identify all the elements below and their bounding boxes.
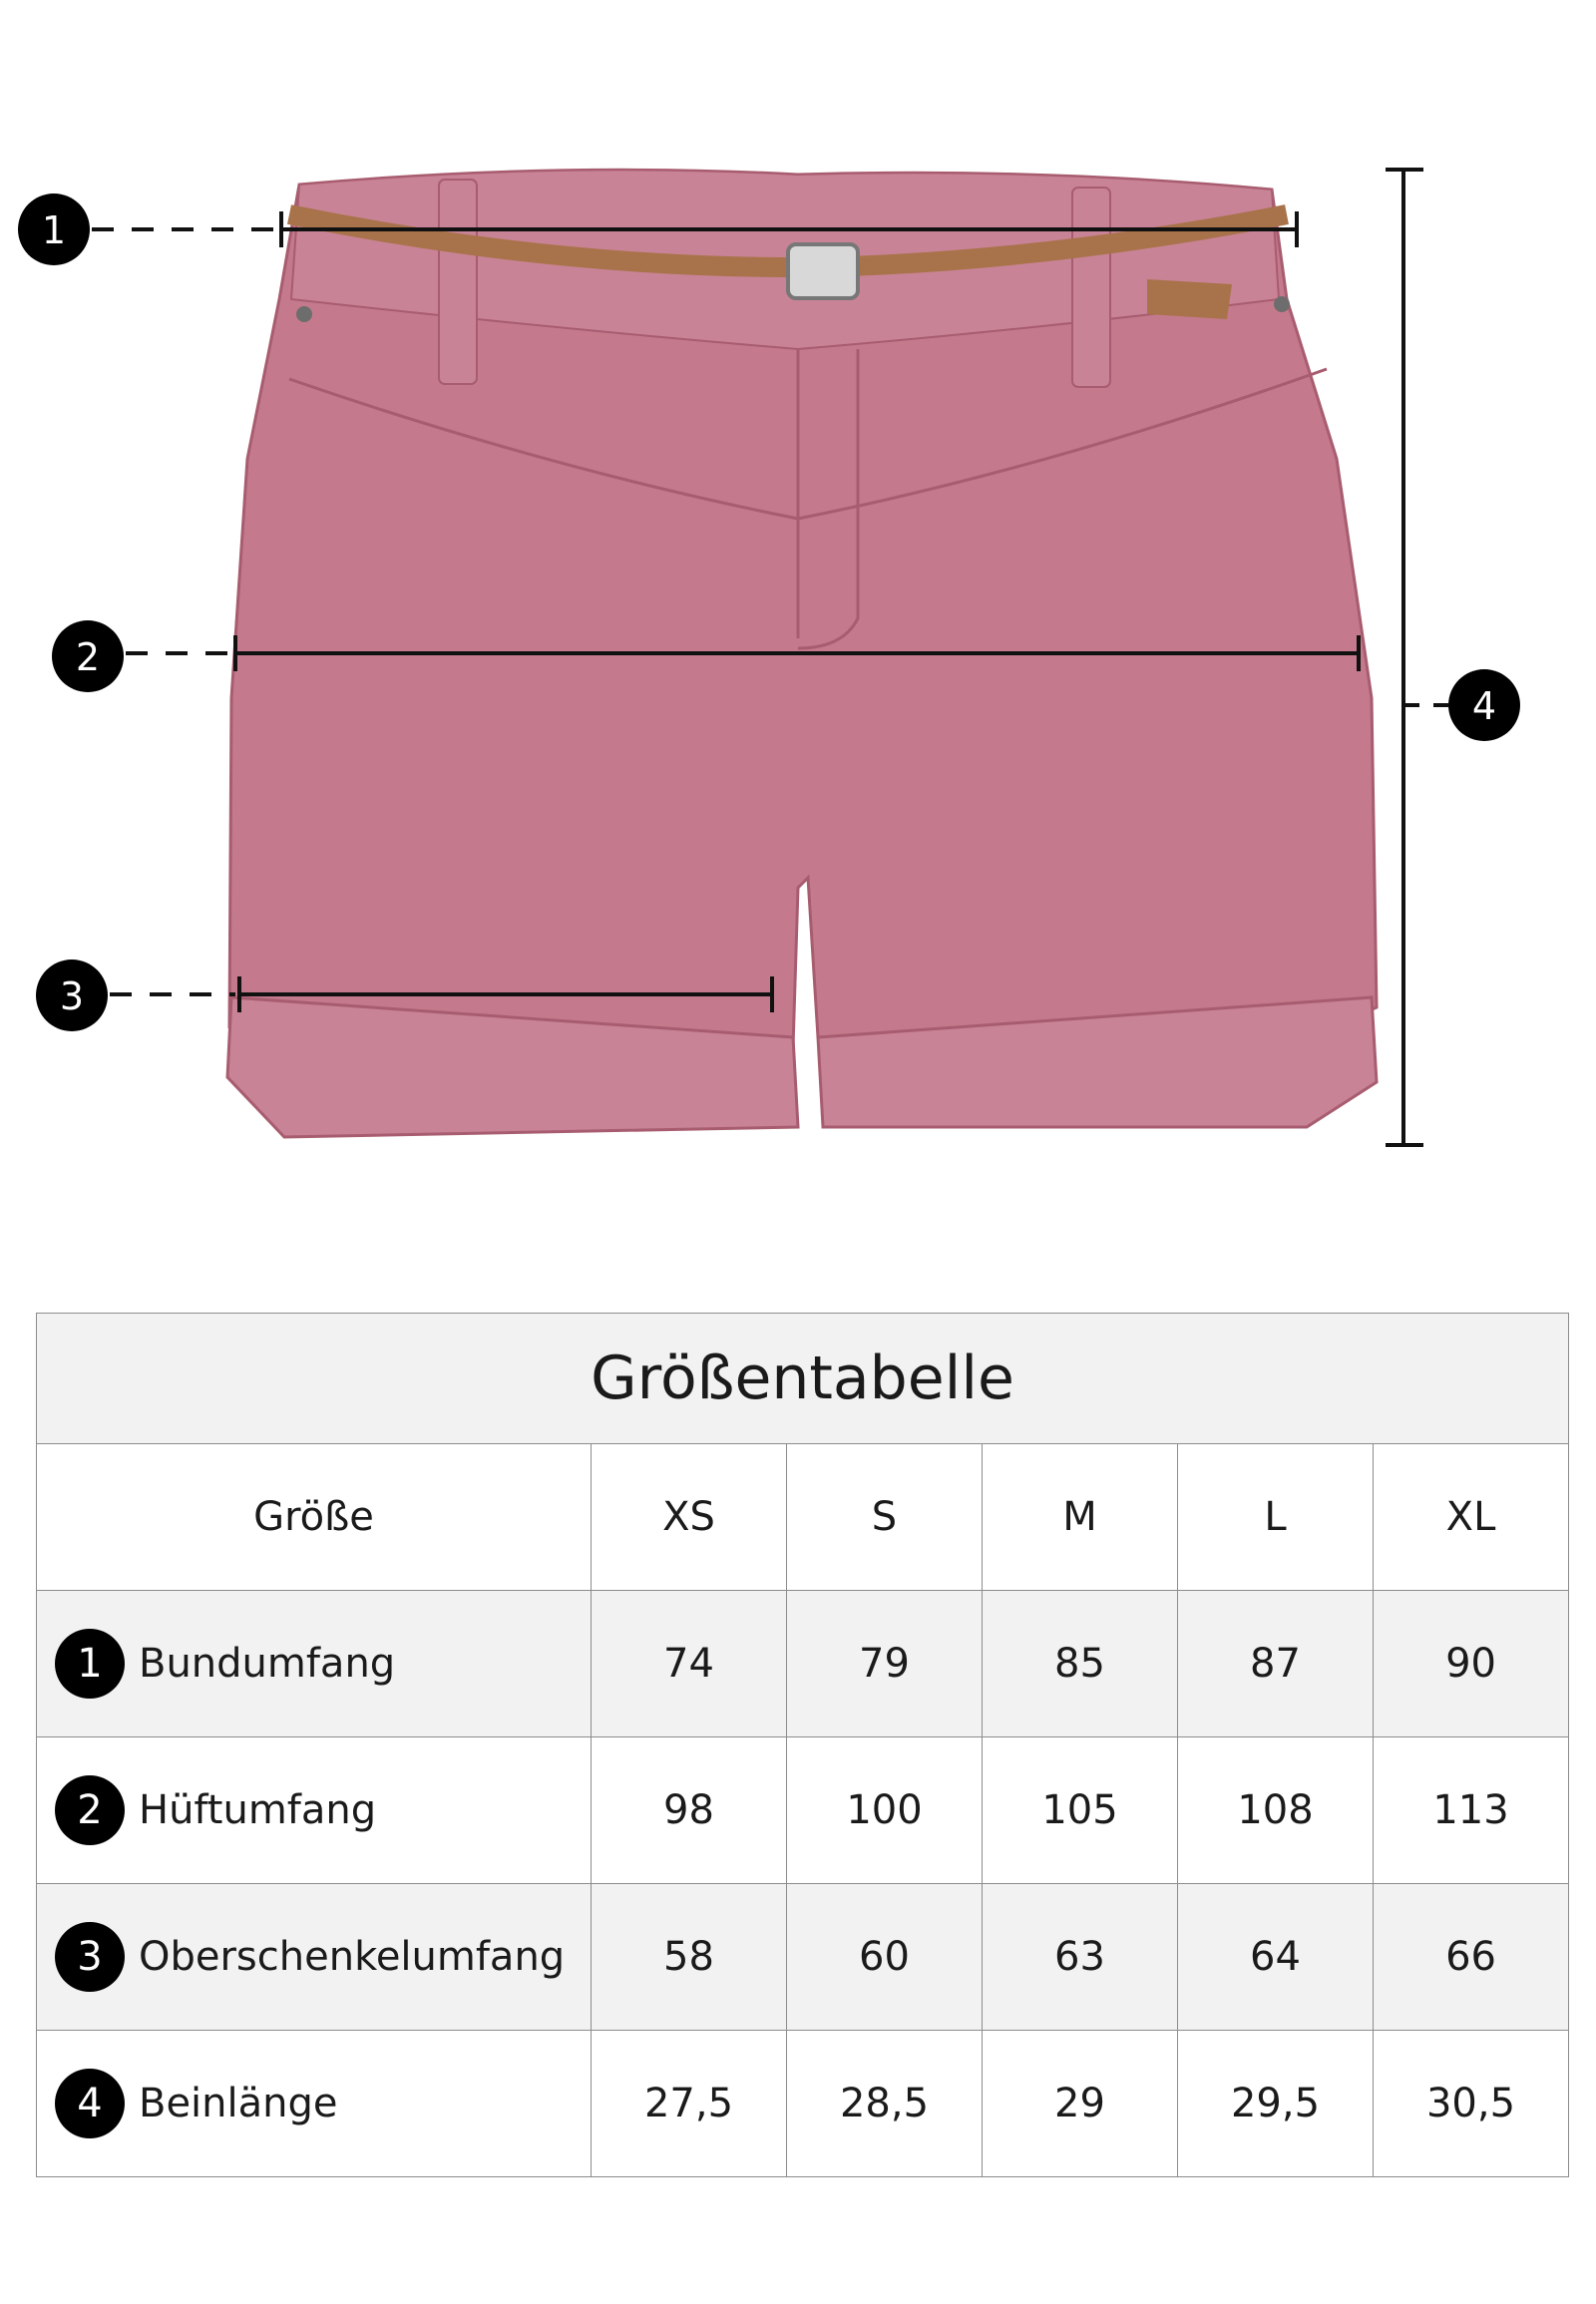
size-header-m: M: [983, 1444, 1178, 1591]
rivet: [296, 306, 312, 322]
rivet: [1274, 296, 1290, 312]
table-cell: 63: [983, 1884, 1178, 2031]
size-header-row: [37, 1444, 1569, 1591]
row-label-cell: [37, 2031, 592, 2177]
row-number-badge: 4: [55, 2069, 125, 2138]
table-cell: 28,5: [787, 2031, 983, 2177]
table-cell: 108: [1178, 1737, 1374, 1884]
size-table-title: Größentabelle: [37, 1314, 1569, 1444]
row-label-cell: [37, 1884, 592, 2031]
table-cell: 30,5: [1374, 2031, 1569, 2177]
table-row-beinlaenge: [37, 2031, 1569, 2177]
row-label: Bundumfang: [139, 1641, 396, 1687]
size-header-xs: XS: [592, 1444, 787, 1591]
size-table: [36, 1313, 1569, 2177]
table-cell: 87: [1178, 1591, 1374, 1737]
table-cell: 74: [592, 1591, 787, 1737]
row-label: Oberschenkelumfang: [139, 1934, 566, 1980]
table-cell: 98: [592, 1737, 787, 1884]
size-header-s: S: [787, 1444, 983, 1591]
table-cell: 29,5: [1178, 2031, 1374, 2177]
belt-loop: [439, 180, 477, 384]
table-row-oberschenkelumfang: [37, 1884, 1569, 2031]
belt-tip: [1147, 279, 1232, 319]
row-label: Hüftumfang: [139, 1787, 377, 1833]
table-cell: 58: [592, 1884, 787, 2031]
table-cell: 60: [787, 1884, 983, 2031]
row-number-badge: 1: [55, 1629, 125, 1699]
marker-1-label: 1: [41, 208, 67, 252]
belt-buckle: [788, 244, 858, 298]
size-table-container: [36, 1313, 1568, 2177]
table-cell: 90: [1374, 1591, 1569, 1737]
table-cell: 100: [787, 1737, 983, 1884]
size-header-label: Größe: [37, 1444, 592, 1591]
table-cell: 85: [983, 1591, 1178, 1737]
row-label: Beinlänge: [139, 2081, 338, 2126]
table-row-hueftumfang: [37, 1737, 1569, 1884]
row-label-cell: [37, 1737, 592, 1884]
table-cell: 27,5: [592, 2031, 787, 2177]
marker-3-label: 3: [59, 974, 85, 1018]
marker-4-label: 4: [1471, 684, 1497, 728]
table-cell: 29: [983, 2031, 1178, 2177]
measure-4: [1386, 170, 1520, 1145]
table-cell: 79: [787, 1591, 983, 1737]
row-number-badge: 3: [55, 1922, 125, 1992]
row-number-badge: 2: [55, 1775, 125, 1845]
row-label-cell: [37, 1591, 592, 1737]
table-cell: 105: [983, 1737, 1178, 1884]
table-cell: 113: [1374, 1737, 1569, 1884]
table-cell: 64: [1178, 1884, 1374, 2031]
marker-2-label: 2: [75, 635, 101, 679]
size-header-xl: XL: [1374, 1444, 1569, 1591]
belt-loop: [1072, 188, 1110, 387]
table-row-bundumfang: [37, 1591, 1569, 1737]
table-cell: 66: [1374, 1884, 1569, 2031]
size-header-l: L: [1178, 1444, 1374, 1591]
